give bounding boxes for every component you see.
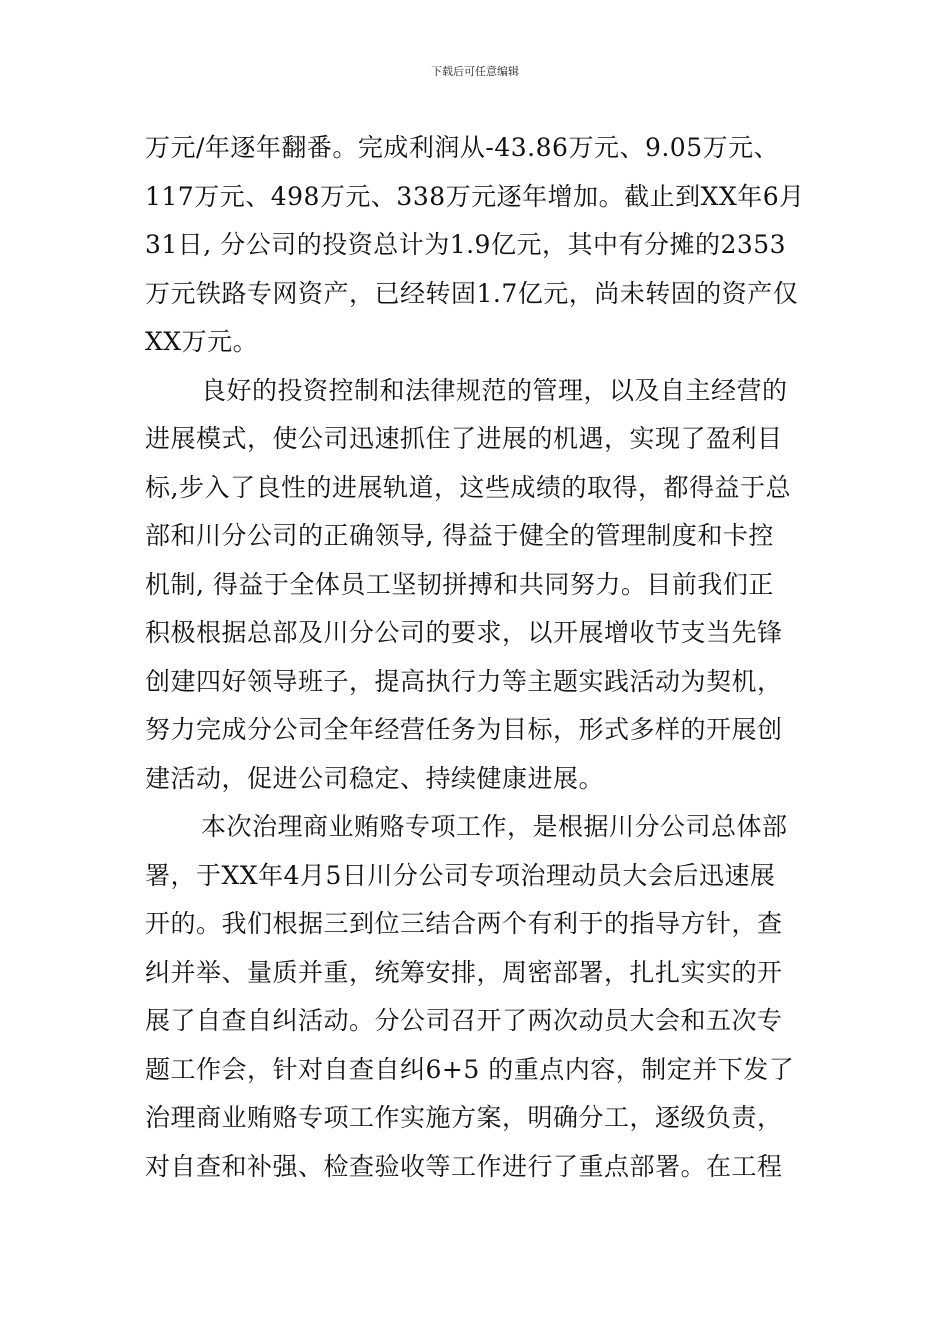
paragraph-start-line: 本次治理商业贿赂专项工作，是根据川分公司总体部 [201,812,788,841]
text-line: 治理商业贿赂专项工作实施方案，明确分工，逐级负责， [145,1103,783,1132]
text-line: 题工作会，针对自查自纠6+5 的重点内容，制定并下发了 [145,1054,795,1084]
text-line: 积极根据总部及川分公司的要求，以开展增收节支当先锋 [145,618,783,647]
document-body [145,124,825,1191]
page-header: 下载后可任意编辑 [431,65,519,78]
text-line: 万元/年逐年翻番。完成利润从-43.86万元、9.05万元、 [145,133,780,162]
text-line: 创建四好领导班子，提高执行力等主题实践活动为契机， [145,666,783,696]
text-line: 进展模式，使公司迅速抓住了进展的机遇，实现了盈利目 [145,424,783,453]
text-line: 建活动，促进公司稳定、持续健康进展。 [145,763,605,793]
text-line: 展了自查自纠活动。分公司召开了两次动员大会和五次专 [145,1006,783,1035]
text-line: 标,步入了良性的进展轨道，这些成绩的取得，都得益于总 [145,472,791,502]
text-line: XX万元。 [145,327,259,356]
text-line: 努力完成分公司全年经营任务为目标，形式多样的开展创 [145,715,783,744]
text-line: 纠并举、量质并重，统筹安排，周密部署，扎扎实实的开 [145,957,783,987]
paragraph-start-line: 良好的投资控制和法律规范的管理，以及自主经营的 [201,375,788,405]
text-line: 署，于XX年4月5日川分公司专项治理动员大会后迅速展 [145,860,776,890]
text-line: 对自查和补强、检查验收等工作进行了重点部署。在工程 [145,1151,783,1181]
text-line: 117万元、498万元、338万元逐年增加。截止到XX年6月 [145,181,805,211]
text-line: 万元铁路专网资产，已经转固1.7亿元，尚未转固的资产仅 [145,278,799,308]
text-line: 开的。我们根据三到位三结合两个有利于的指导方针，查 [145,909,783,938]
text-line: 机制, 得益于全体员工坚韧拼搏和共同努力。目前我们正 [145,569,774,599]
text-line: 部和川分公司的正确领导, 得益于健全的管理制度和卡控 [145,521,774,550]
text-line: 31日, 分公司的投资总计为1.9亿元，其中有分摊的2353 [145,230,787,259]
